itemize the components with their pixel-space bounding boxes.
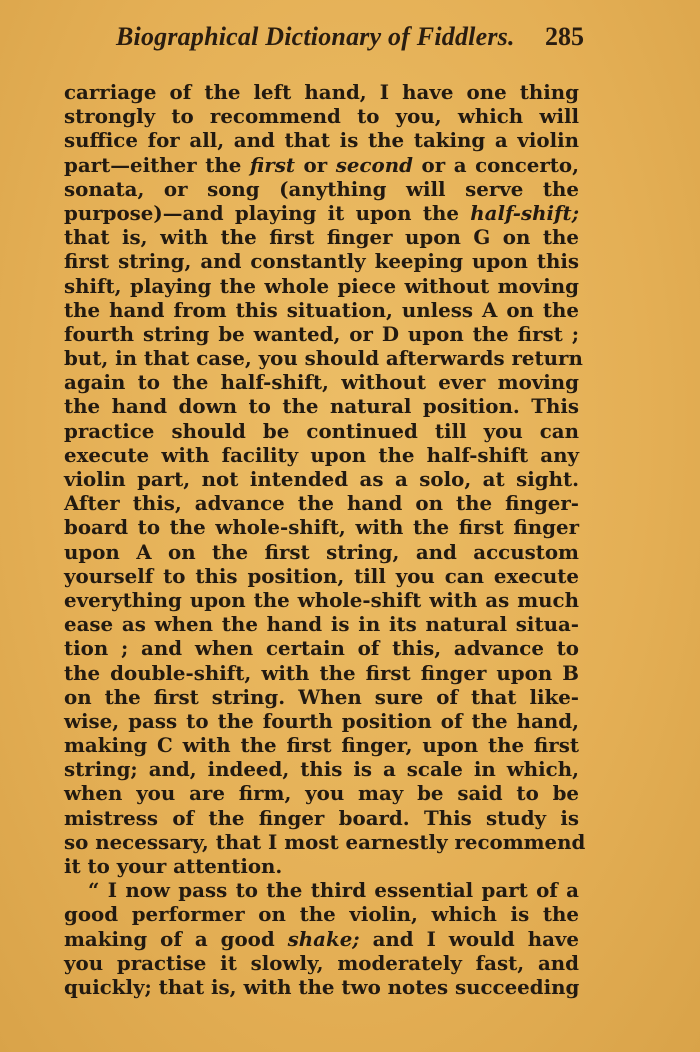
text-segment: quickly; that is, with the two notes succeeding bbox=[64, 974, 580, 999]
text-segment: part—either the bbox=[64, 152, 250, 177]
text-line bbox=[64, 685, 579, 709]
italic-text: half-shift; bbox=[470, 200, 579, 225]
text-line bbox=[64, 781, 579, 805]
text-line bbox=[64, 588, 579, 612]
text-line bbox=[64, 757, 579, 781]
text-segment: board to the whole-shift, with the first finger bbox=[64, 515, 579, 540]
text-segment: tion ; and when certain of this, advance to bbox=[64, 636, 579, 661]
text-line bbox=[64, 902, 579, 926]
text-segment: everything upon the whole-shift with as much bbox=[64, 587, 579, 612]
text-line bbox=[64, 104, 579, 128]
text-line bbox=[64, 467, 579, 491]
text-segment: suffice for all, and that is the taking a violin bbox=[64, 128, 579, 153]
text-segment: After this, advance the hand on the finger- bbox=[64, 491, 579, 516]
text-segment: “ I now pass to the third essential part of a bbox=[88, 878, 579, 903]
text-segment: ease as when the hand is in its natural situa- bbox=[64, 612, 579, 637]
text-line bbox=[64, 153, 579, 177]
italic-text: second bbox=[335, 152, 413, 177]
text-line bbox=[64, 322, 579, 346]
text-line bbox=[64, 177, 579, 201]
text-line bbox=[64, 274, 579, 298]
text-line bbox=[64, 394, 579, 418]
text-segment: string; and, indeed, this is a scale in which, bbox=[64, 757, 579, 782]
text-segment: carriage of the left hand, I have one thing bbox=[64, 80, 579, 104]
text-segment: when you are firm, you may be said to be bbox=[64, 781, 579, 806]
text-segment: upon A on the first string, and accustom bbox=[64, 539, 579, 564]
text-segment: sonata, or song (anything will serve the bbox=[64, 176, 579, 201]
text-line bbox=[64, 515, 579, 539]
text-segment: or a concerto, bbox=[412, 152, 580, 177]
text-line bbox=[64, 636, 579, 660]
text-segment: practice should be continued till you can bbox=[64, 418, 579, 443]
text-line bbox=[64, 829, 586, 854]
text-segment: the hand down to the natural position. This bbox=[64, 394, 579, 419]
text-segment: it to your attention. bbox=[64, 854, 283, 878]
text-line bbox=[64, 806, 579, 830]
text-line bbox=[64, 201, 579, 225]
text-segment: first string, and constantly keeping upon this bbox=[64, 249, 579, 274]
text-segment: and I would have bbox=[359, 926, 579, 951]
text-segment: the double-shift, with the first finger upon B bbox=[64, 660, 579, 685]
text-segment: again to the half-shift, without ever moving bbox=[64, 370, 579, 395]
text-line bbox=[64, 975, 579, 999]
text-segment: execute with facility upon the half-shift any bbox=[64, 442, 579, 467]
text-segment: making of a good bbox=[64, 926, 288, 951]
body-text bbox=[64, 80, 586, 999]
italic-text: first bbox=[249, 152, 295, 177]
text-segment: you practise it slowly, moderately fast, and bbox=[64, 950, 579, 975]
text-segment: wise, pass to the fourth position of the hand, bbox=[64, 708, 579, 733]
text-segment: mistress of the finger board. This study is bbox=[64, 805, 579, 830]
text-segment: on the first string. When sure of that like- bbox=[64, 684, 579, 709]
text-line bbox=[64, 733, 579, 757]
text-line bbox=[64, 443, 579, 467]
text-line bbox=[64, 854, 579, 878]
text-line bbox=[64, 128, 579, 152]
page-header bbox=[116, 22, 584, 56]
text-segment: strongly to recommend to you, which will bbox=[64, 104, 579, 129]
text-segment: fourth string be wanted, or D upon the first ; bbox=[64, 321, 579, 346]
text-segment: that is, with the first finger upon G on the bbox=[64, 225, 579, 250]
text-line bbox=[64, 346, 583, 371]
text-line bbox=[64, 491, 579, 515]
text-line bbox=[64, 661, 579, 685]
text-line bbox=[64, 298, 579, 322]
text-segment: so necessary, that I most earnestly recommend bbox=[64, 829, 586, 854]
text-line bbox=[64, 249, 579, 273]
text-segment: shift, playing the whole piece without moving bbox=[64, 273, 579, 298]
text-line bbox=[64, 927, 579, 951]
text-line bbox=[64, 878, 579, 902]
running-title: Biographical Dictionary of Fiddlers. bbox=[116, 22, 515, 51]
text-line bbox=[64, 419, 579, 443]
text-line bbox=[64, 225, 579, 249]
text-segment: violin part, not intended as a solo, at sight. bbox=[64, 467, 579, 491]
text-line bbox=[64, 709, 579, 733]
page-number: 285 bbox=[545, 22, 584, 51]
text-segment: purpose)—and playing it upon the bbox=[64, 200, 471, 225]
text-line bbox=[64, 370, 579, 394]
text-line bbox=[64, 80, 579, 104]
text-segment: but, in that case, you should afterwards return bbox=[64, 346, 583, 371]
text-segment: the hand from this situation, unless A on the bbox=[64, 297, 579, 322]
text-segment: good performer on the violin, which is the bbox=[64, 902, 579, 927]
text-line bbox=[64, 564, 579, 588]
text-segment: yourself to this position, till you can execute bbox=[64, 563, 579, 588]
text-segment: making C with the first finger, upon the first bbox=[64, 733, 579, 758]
text-line bbox=[64, 951, 579, 975]
text-line bbox=[64, 540, 579, 564]
text-segment: or bbox=[294, 152, 336, 177]
italic-text: shake; bbox=[287, 926, 360, 951]
text-line bbox=[64, 612, 579, 636]
